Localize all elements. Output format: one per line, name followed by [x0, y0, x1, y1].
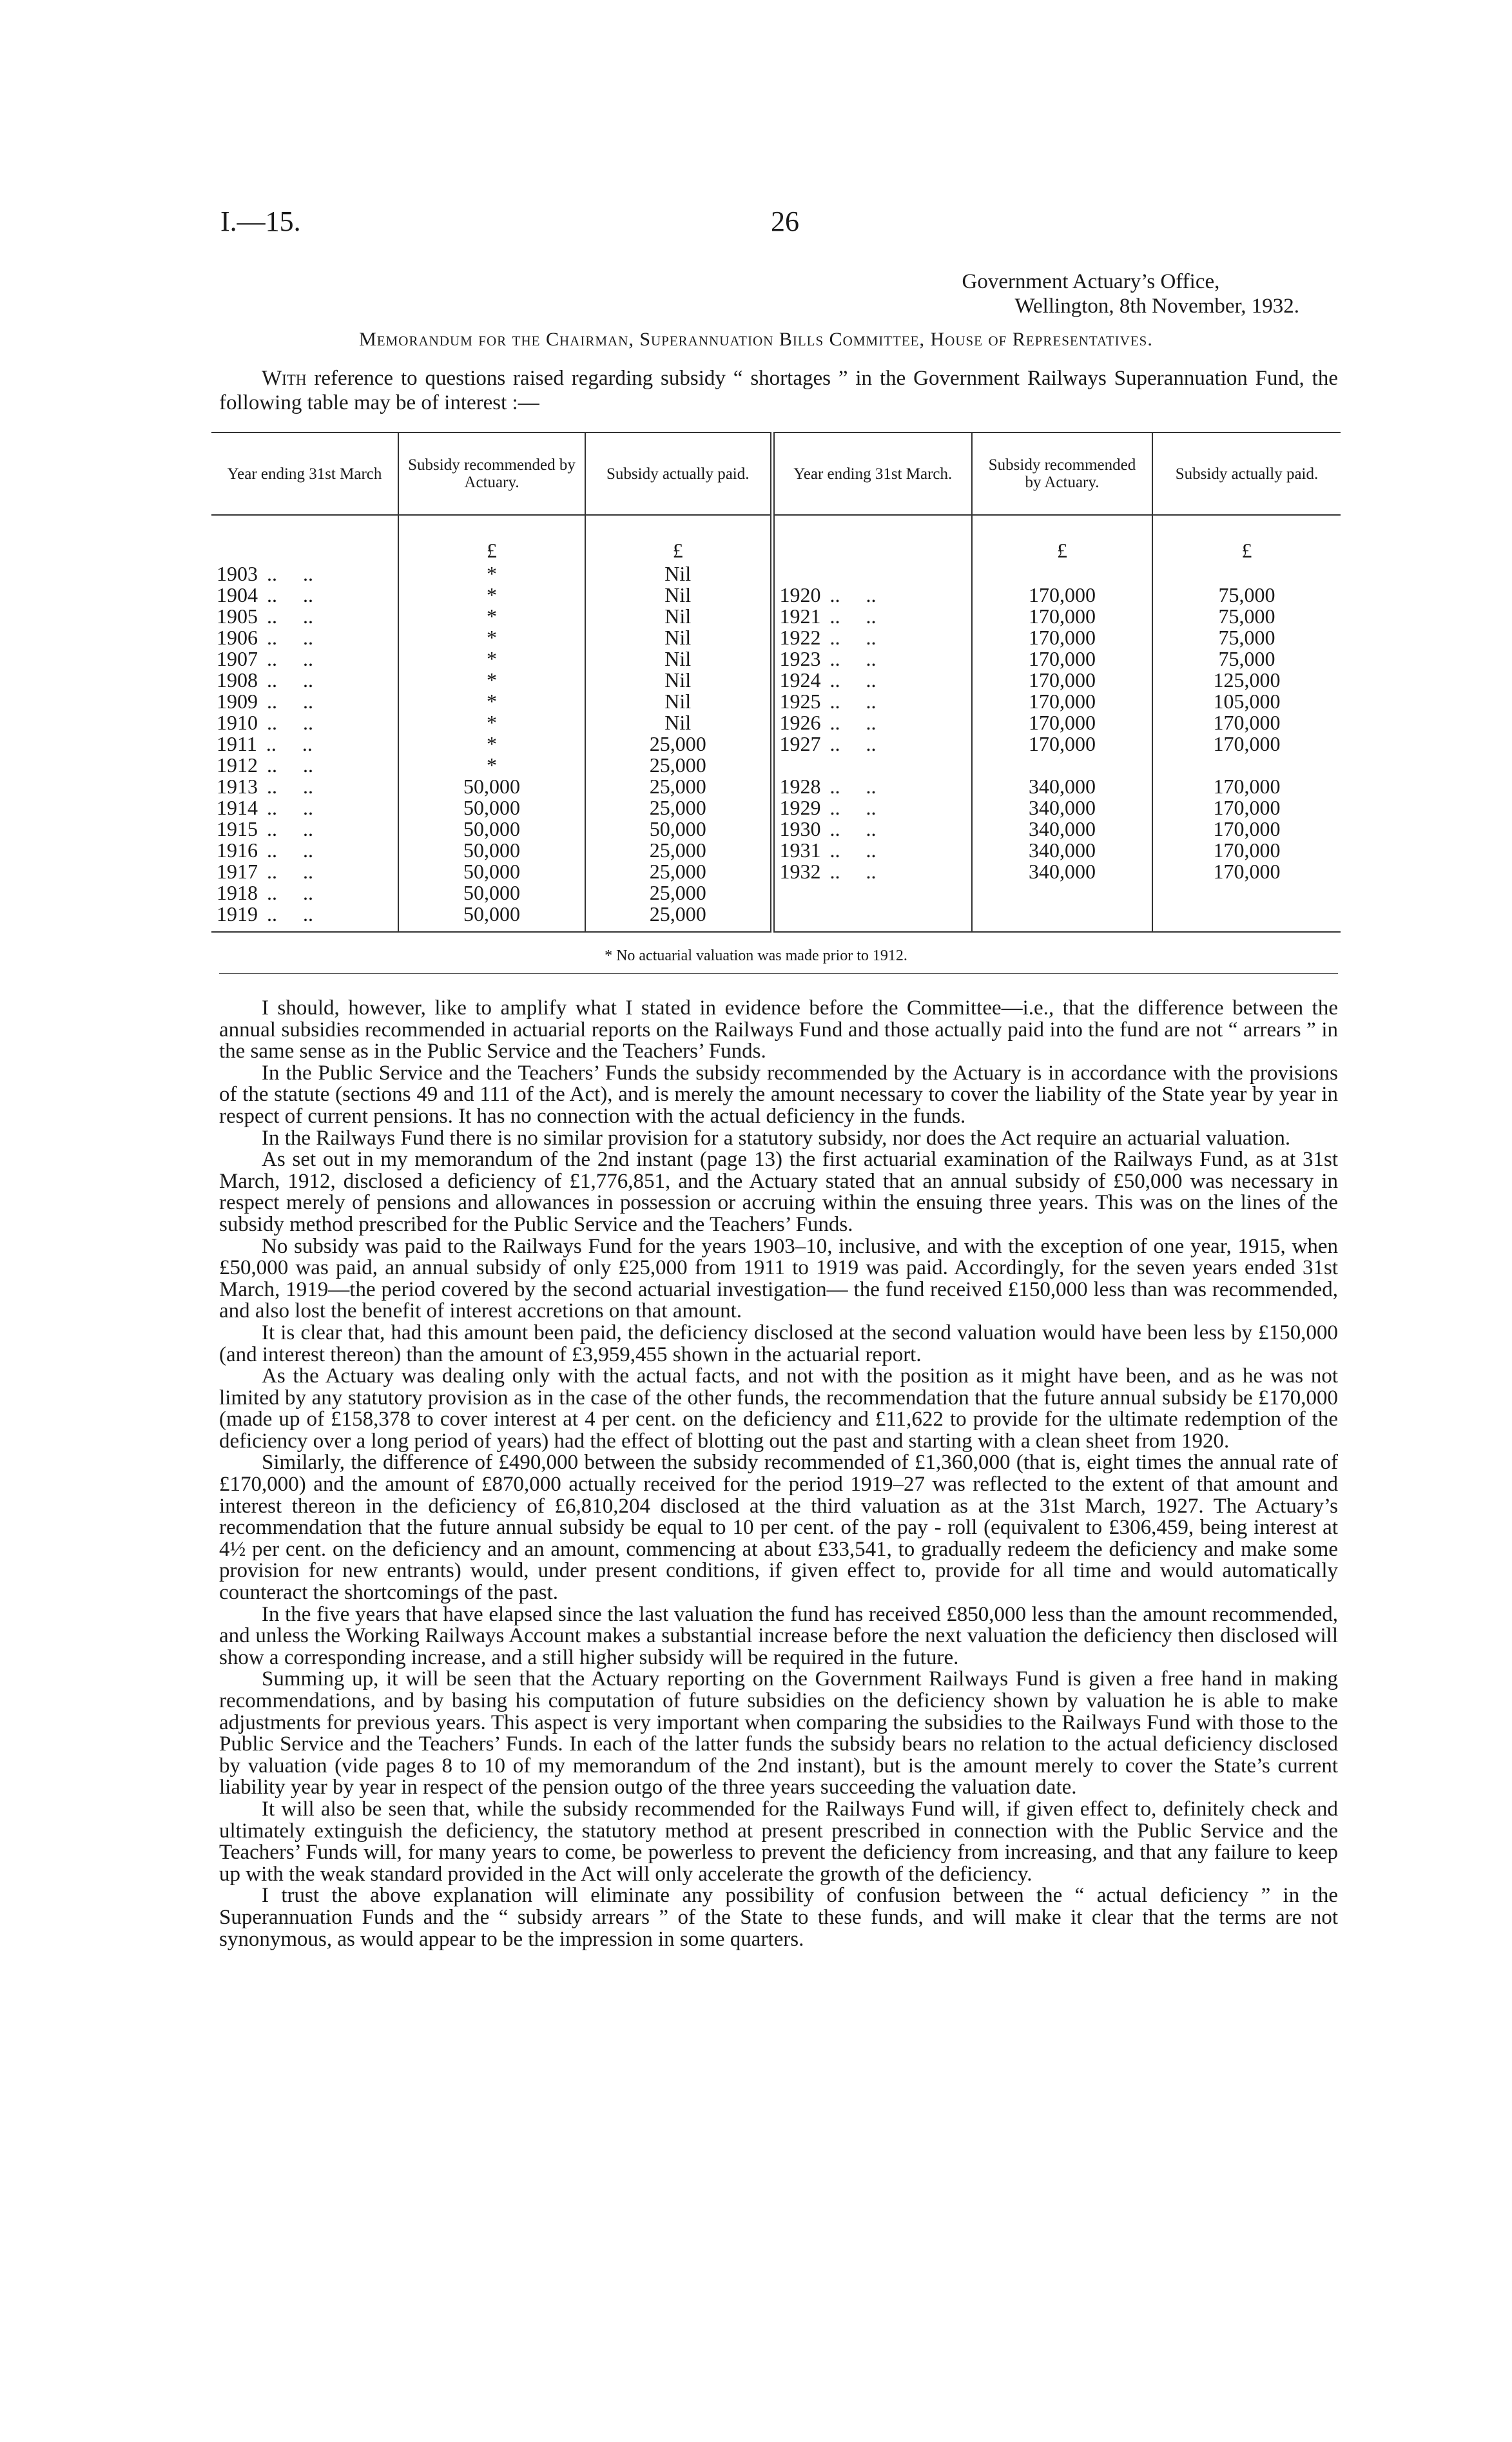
body-paragraph: In the Railways Fund there is no similar provision for a statutory subsidy, nor does the Act require an actuarial valuation. — [262, 1126, 1291, 1150]
year-cell — [211, 882, 398, 904]
body-paragraph: As set out in my memorandum of the 2nd instant (page 13) the first actuarial examination of the Railways Fund, as at 31st March, 1912, disclosed a deficiency of £1,776,851, and the Actuary stated that an annual subsidy of £50,000 was necessary in respect merely of pensions and allowances in possession or accruing within the ensuing three years. This was on the lines of the subsidy method prescribed for the Public Service and the Teachers’ Funds. — [219, 1148, 1338, 1236]
year-value: 1909 — [217, 690, 258, 713]
year-cell — [772, 606, 972, 627]
unit-row — [211, 515, 1341, 563]
leader-dots: .. .. — [829, 838, 877, 862]
table-row — [211, 563, 1341, 585]
paid-cell: 170,000 — [1152, 712, 1341, 733]
table-row — [211, 755, 1341, 776]
recommended-cell: 50,000 — [398, 819, 585, 840]
year-value: 1919 — [217, 902, 258, 925]
year-cell — [211, 861, 398, 882]
year-cell — [211, 670, 398, 691]
year-value: 1910 — [217, 711, 258, 734]
year-cell — [772, 691, 972, 712]
year-cell — [211, 755, 398, 776]
body-paragraph: It will also be seen that, while the subsidy recommended for the Railways Fund will, if given effect to, definitely check and ultimately extinguish the deficiency, the statutory method at present prescribed in connection with the Public Service and the Teachers’ Funds will, for many years to come, be powerless to prevent the deficiency from increasing, and that any failure to keep up with the weak standard provided in the Act will only accelerate the growth of the deficiency. — [219, 1797, 1338, 1886]
year-cell — [772, 563, 972, 585]
paid-cell: 25,000 — [585, 840, 772, 861]
year-value: 1929 — [779, 796, 821, 819]
recommended-cell: * — [398, 691, 585, 712]
paid-cell: Nil — [585, 648, 772, 670]
paid-cell: Nil — [585, 585, 772, 606]
year-cell — [211, 627, 398, 648]
recommended-cell: * — [398, 563, 585, 585]
leader-dots: .. .. — [829, 668, 877, 692]
year-value: 1911 — [217, 732, 257, 755]
year-cell — [211, 797, 398, 819]
cell-empty — [211, 515, 398, 563]
paid-cell: 75,000 — [1152, 606, 1341, 627]
leader-dots: .. .. — [829, 817, 877, 840]
recommended-cell: 170,000 — [972, 648, 1152, 670]
header-year-right: Year ending 31st March. — [772, 432, 972, 515]
body-paragraph: As the Actuary was dealing only with the actual facts, and not with the position as it might have been, and as he was not limited by any statutory provision as in the case of the other funds, the recommendation that the future annual subsidy be £170,000 (made up of £158,378 to cover interest at 4 per cent. on the deficiency and £11,622 to provide for the ultimate redemption of the deficiency over a long period of years) had the effect of blotting out the past and starting with a clean sheet from 1920. — [219, 1364, 1338, 1453]
year-value: 1917 — [217, 860, 258, 883]
table-row — [211, 861, 1341, 882]
intro-paragraph — [219, 366, 1338, 415]
table-footnote: * No actuarial valuation was made prior to 1912. — [605, 947, 907, 964]
recommended-cell: * — [398, 712, 585, 733]
recommended-cell — [972, 755, 1152, 776]
table-row — [211, 606, 1341, 627]
leader-dots: .. .. — [267, 668, 313, 692]
cell-empty — [772, 515, 972, 563]
year-cell — [772, 585, 972, 606]
paid-cell: 75,000 — [1152, 627, 1341, 648]
recommended-cell: * — [398, 627, 585, 648]
paid-cell: Nil — [585, 563, 772, 585]
paid-cell: 25,000 — [585, 776, 772, 797]
leader-dots: .. .. — [267, 562, 313, 585]
header-recommended-right: Subsidy recommended by Actuary. — [972, 432, 1152, 515]
office-line-2: Wellington, 8th November, 1932. — [1014, 295, 1299, 318]
body-paragraph: Summing up, it will be seen that the Actuary reporting on the Government Railways Fund is given a free hand in making recommendations, and by basing his computation of future subsidies on the deficiency shown by valuation he is able to make adjustments for previous years. This aspect is very important when comparing the subsidies to the Railways Fund with those to the Public Service and the Teachers’ Funds. In each of the latter funds the subsidy bears no relation to the actual deficiency disclosed by valuation (vide pages 8 to 10 of my memorandum of the 2nd instant), but is the amount merely to cover the State’s current liability year by year in respect of the pension outgo of the three years succeeding the valuation date. — [219, 1667, 1338, 1799]
recommended-cell — [972, 882, 1152, 904]
leader-dots: .. .. — [267, 902, 313, 925]
paid-cell: Nil — [585, 712, 772, 733]
table-row — [211, 904, 1341, 932]
body-paragraph: Similarly, the difference of £490,000 between the subsidy recommended of £1,360,000 (that is, eight times the annual rate of £170,000) and the amount of £870,000 actually received for the period 1919–27 was reflected to the extent of that amount and interest thereon in the deficiency of £6,810,204 disclosed at the third valuation as at the 31st March, 1927. The Actuary’s recommendation that the future annual subsidy be equal to 10 per cent. of the pay - roll (equivalent to £306,459, being interest at 4½ per cent. on the deficiency and an amount, commencing at about £33,541, to gradually redeem the deficiency and make some provision for new entrants) would, under present conditions, if given effect to, provide for all time and would automatically counteract the shortcomings of the past. — [219, 1451, 1338, 1605]
leader-dots: .. .. — [829, 711, 877, 734]
document-reference: I.—15. — [220, 206, 301, 237]
recommended-cell: 340,000 — [972, 819, 1152, 840]
leader-dots: .. .. — [267, 605, 313, 628]
paid-cell: 170,000 — [1152, 797, 1341, 819]
recommended-cell: 170,000 — [972, 691, 1152, 712]
recommended-cell — [972, 563, 1152, 585]
leader-dots: .. .. — [267, 775, 313, 798]
year-cell — [772, 797, 972, 819]
year-cell — [211, 648, 398, 670]
table-row — [211, 797, 1341, 819]
year-value: 1918 — [217, 881, 258, 904]
recommended-cell: 170,000 — [972, 627, 1152, 648]
year-value: 1908 — [217, 668, 258, 692]
leader-dots: .. .. — [267, 817, 313, 840]
leader-dots: .. .. — [267, 626, 313, 649]
year-value: 1916 — [217, 838, 258, 862]
table-row — [211, 585, 1341, 606]
leader-dots: .. .. — [267, 647, 313, 670]
paid-cell: 125,000 — [1152, 670, 1341, 691]
recommended-cell: 170,000 — [972, 733, 1152, 755]
year-cell — [772, 840, 972, 861]
recommended-cell: * — [398, 648, 585, 670]
recommended-cell — [972, 904, 1152, 932]
table-row — [211, 819, 1341, 840]
leader-dots: .. .. — [829, 647, 877, 670]
leader-dots: .. .. — [267, 690, 313, 713]
body-paragraph: It is clear that, had this amount been paid, the deficiency disclosed at the second valuation would have been less by £150,000 (and interest thereon) than the amount of £3,959,455 shown in the actuarial report. — [219, 1321, 1338, 1366]
paid-cell: Nil — [585, 670, 772, 691]
year-value: 1930 — [779, 817, 821, 840]
paid-cell: 170,000 — [1152, 861, 1341, 882]
leader-dots: .. .. — [267, 711, 313, 734]
year-value: 1924 — [779, 668, 821, 692]
recommended-cell: 170,000 — [972, 712, 1152, 733]
unit-cell: £ — [972, 515, 1152, 563]
year-cell — [211, 904, 398, 932]
year-cell — [772, 861, 972, 882]
office-line-1: Government Actuary’s Office, — [962, 270, 1220, 293]
table-row — [211, 712, 1341, 733]
paid-cell: 170,000 — [1152, 840, 1341, 861]
recommended-cell: 50,000 — [398, 776, 585, 797]
leader-dots: .. .. — [829, 605, 877, 628]
year-cell — [772, 755, 972, 776]
leader-dots: .. .. — [266, 732, 313, 755]
table-row — [211, 627, 1341, 648]
year-cell — [772, 648, 972, 670]
recommended-cell: 50,000 — [398, 861, 585, 882]
paid-cell: 25,000 — [585, 755, 772, 776]
year-value: 1926 — [779, 711, 821, 734]
recommended-cell: * — [398, 670, 585, 691]
year-value: 1907 — [217, 647, 258, 670]
year-cell — [772, 904, 972, 932]
recommended-cell: 340,000 — [972, 776, 1152, 797]
paid-cell — [1152, 882, 1341, 904]
year-cell — [211, 606, 398, 627]
paid-cell: 170,000 — [1152, 776, 1341, 797]
paid-cell — [1152, 563, 1341, 585]
table-body — [211, 515, 1341, 932]
leader-dots: .. .. — [829, 583, 877, 606]
year-value: 1903 — [217, 562, 258, 585]
leader-dots: .. .. — [829, 860, 877, 883]
recommended-cell: 340,000 — [972, 861, 1152, 882]
paid-cell: 25,000 — [585, 797, 772, 819]
paid-cell: 170,000 — [1152, 819, 1341, 840]
table-header-row — [211, 432, 1341, 515]
leader-dots: .. .. — [829, 775, 877, 798]
year-cell — [211, 712, 398, 733]
year-cell — [211, 585, 398, 606]
year-cell — [772, 627, 972, 648]
leader-dots: .. .. — [267, 753, 313, 777]
paid-cell — [1152, 755, 1341, 776]
year-cell — [772, 733, 972, 755]
leader-dots: .. .. — [267, 583, 313, 606]
year-cell — [211, 840, 398, 861]
memo-heading: Memorandum for the Chairman, Superannuation Bills Committee, House of Representatives. — [359, 329, 1153, 350]
unit-cell: £ — [398, 515, 585, 563]
paid-cell: 50,000 — [585, 819, 772, 840]
recommended-cell: * — [398, 585, 585, 606]
header-year-left: Year ending 31st March — [211, 432, 398, 515]
year-value: 1905 — [217, 605, 258, 628]
leader-dots: .. .. — [267, 796, 313, 819]
body-paragraph: I trust the above explanation will eliminate any possibility of confusion between the “ actual deficiency ” in the Superannuation Funds and the “ subsidy arrears ” of the State to these funds, and will make it clear that the terms are not synonymous, as would appear to be the impression in some quarters. — [219, 1884, 1338, 1951]
paid-cell: Nil — [585, 606, 772, 627]
unit-cell: £ — [1152, 515, 1341, 563]
year-value: 1923 — [779, 647, 821, 670]
leader-dots: .. .. — [829, 796, 877, 819]
header-paid-right: Subsidy actually paid. — [1152, 432, 1341, 515]
recommended-cell: 50,000 — [398, 840, 585, 861]
paid-cell: 25,000 — [585, 904, 772, 932]
year-cell — [211, 733, 398, 755]
year-value: 1906 — [217, 626, 258, 649]
body-paragraph: In the five years that have elapsed since the last valuation the fund has received £850,000 less than the amount recommended, and unless the Working Railways Account makes a substantial increase before the next valuation the deficiency then disclosed will show a corresponding increase, and a still higher subsidy will be required in the future. — [219, 1602, 1338, 1669]
subsidy-table — [211, 432, 1341, 933]
year-value: 1920 — [779, 583, 821, 606]
year-cell — [772, 776, 972, 797]
paid-cell: 105,000 — [1152, 691, 1341, 712]
paid-cell: 75,000 — [1152, 585, 1341, 606]
memorandum-body — [219, 998, 1338, 1950]
paid-cell: 75,000 — [1152, 648, 1341, 670]
year-value: 1915 — [217, 817, 258, 840]
recommended-cell: 170,000 — [972, 606, 1152, 627]
leader-dots: .. .. — [267, 881, 313, 904]
year-value: 1912 — [217, 753, 258, 777]
leader-dots: .. .. — [267, 838, 313, 862]
year-value: 1928 — [779, 775, 821, 798]
year-cell — [772, 712, 972, 733]
table-row — [211, 670, 1341, 691]
unit-cell: £ — [585, 515, 772, 563]
paid-cell: 25,000 — [585, 733, 772, 755]
year-cell — [772, 670, 972, 691]
recommended-cell: 50,000 — [398, 797, 585, 819]
recommended-cell: * — [398, 733, 585, 755]
year-value: 1921 — [779, 605, 821, 628]
recommended-cell: 50,000 — [398, 904, 585, 932]
recommended-cell: 170,000 — [972, 585, 1152, 606]
paid-cell: 25,000 — [585, 861, 772, 882]
year-cell — [211, 819, 398, 840]
table-row — [211, 733, 1341, 755]
table-row — [211, 840, 1341, 861]
year-value: 1922 — [779, 626, 821, 649]
body-paragraph: I should, however, like to amplify what I stated in evidence before the Committee—i.e., that the difference between the annual subsidies recommended in actuarial reports on the Railways Fund and those actually paid into the fund are not “ arrears ” in the same sense as in the Public Service and the Teachers’ Funds. — [219, 996, 1338, 1063]
paid-cell: 170,000 — [1152, 733, 1341, 755]
body-paragraph: In the Public Service and the Teachers’ Funds the subsidy recommended by the Actuary is in accordance with the provisions of the statute (sections 49 and 111 of the Act), and is merely the amount necessary to cover the liability of the State year by year in respect of current pensions. It has no connection with the actual deficiency in the funds. — [219, 1061, 1338, 1128]
table-row — [211, 691, 1341, 712]
year-value: 1931 — [779, 838, 821, 862]
leader-dots: .. .. — [829, 732, 877, 755]
year-cell — [211, 563, 398, 585]
year-cell — [211, 776, 398, 797]
leader-dots: .. .. — [267, 860, 313, 883]
paid-cell — [1152, 904, 1341, 932]
intro-text: reference to questions raised regarding subsidy “ shortages ” in the Government Railways Superannuation Fund, the following table may be of interest :— — [219, 367, 1338, 414]
paid-cell: 25,000 — [585, 882, 772, 904]
year-value: 1904 — [217, 583, 258, 606]
footnote-rule — [219, 973, 1338, 974]
paid-cell: Nil — [585, 691, 772, 712]
year-value: 1913 — [217, 775, 258, 798]
year-value: 1932 — [779, 860, 821, 883]
page-number: 26 — [771, 206, 799, 237]
recommended-cell: * — [398, 755, 585, 776]
year-value: 1925 — [779, 690, 821, 713]
intro-lead-word: With — [262, 367, 307, 390]
table-row — [211, 882, 1341, 904]
year-value: 1914 — [217, 796, 258, 819]
year-cell — [772, 882, 972, 904]
recommended-cell: 340,000 — [972, 797, 1152, 819]
header-paid-left: Subsidy actually paid. — [585, 432, 772, 515]
leader-dots: .. .. — [829, 626, 877, 649]
body-paragraph: No subsidy was paid to the Railways Fund for the years 1903–10, inclusive, and with the exception of one year, 1915, when £50,000 was paid, an annual subsidy of only £25,000 from 1911 to 1919 was paid. Accordingly, for the seven years ended 31st March, 1919—the period covered by the second actuarial investigation— the fund received £150,000 less than was recommended, and also lost the benefit of interest accretions on that amount. — [219, 1234, 1338, 1323]
office-address — [962, 269, 1299, 318]
recommended-cell: * — [398, 606, 585, 627]
recommended-cell: 50,000 — [398, 882, 585, 904]
year-cell — [772, 819, 972, 840]
recommended-cell: 340,000 — [972, 840, 1152, 861]
recommended-cell: 170,000 — [972, 670, 1152, 691]
header-recommended-left: Subsidy recommended by Actuary. — [398, 432, 585, 515]
table-row — [211, 776, 1341, 797]
table-row — [211, 648, 1341, 670]
year-cell — [211, 691, 398, 712]
paid-cell: Nil — [585, 627, 772, 648]
year-value: 1927 — [779, 732, 821, 755]
leader-dots: .. .. — [829, 690, 877, 713]
